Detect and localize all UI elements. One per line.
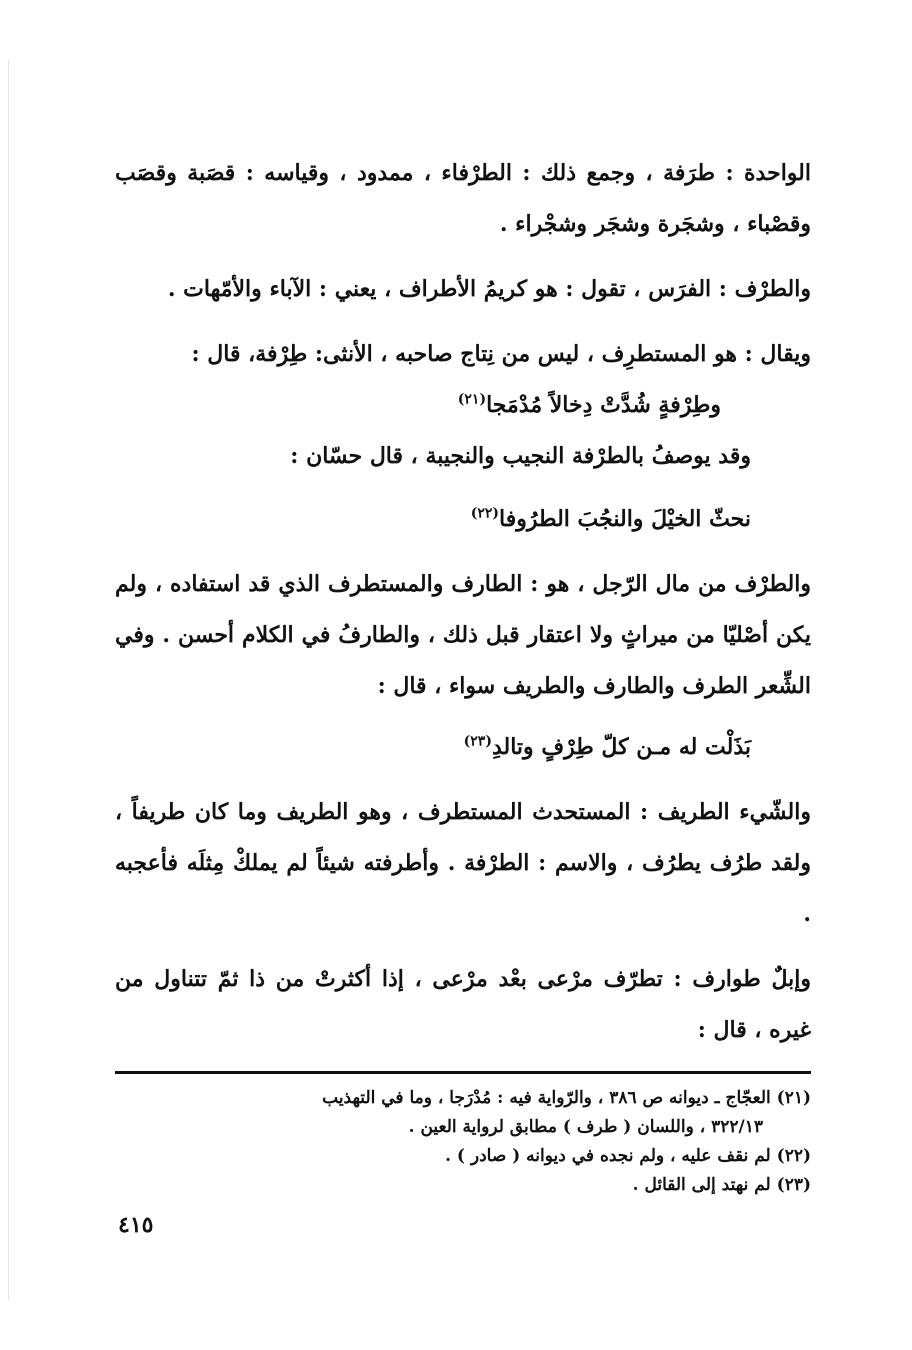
footnote-21-number: (٢١)	[776, 1088, 811, 1108]
footnote-21-continuation: ٣٢٢/١٣ ، واللسان ( طرف ) مطابق لرواية العين .	[408, 1117, 763, 1137]
footnotes-section	[115, 1084, 811, 1200]
paragraph-1: الواحدة : طرَفة ، وجمع ذلك : الطرْفاء ، ممدود ، وقياسه : قصَبة وقصَب وقصْباء ، وشجَرة وشجَر وشجْراء .	[115, 160, 811, 237]
paragraph-6: والشّيء الطريف : المستحدث المستطرف ، وهو الطريف وما كان طريفاً ، ولقد طرُف يطرُف ، والاسم : الطرْفة . وأطرفته شيئاً لم يملكْ مِثلَه فأعجبه .	[115, 799, 811, 927]
paragraph-7: وإبلٌ طوارف : تطرّف مرْعى بعْد مرْعى ، إذا أكثرتْ من ذا ثمّ تتناول من غيره ، قال :	[115, 966, 811, 1043]
paragraph-2: والطرْف : الفرَس ، تقول : هو كريمُ الأطراف ، يعني : الآباء والأمّهات .	[167, 276, 811, 302]
verse-line-1	[115, 380, 811, 431]
footnote-23	[115, 1171, 811, 1200]
paragraph-3: ويقال : هو المستطرِف ، ليس من نِتاج صاحبه ، الأنثى: طِرْفة، قال :	[191, 341, 811, 367]
verse-line-3	[115, 722, 811, 773]
footnote-ref-23: (٢٣)	[463, 733, 492, 750]
footnote-ref-21: (٢١)	[457, 391, 487, 408]
footnote-21-text: العجّاج ـ ديوانه ص ٣٨٦ ، والرّواية فيه : مُدْرَجا ، وما في التهذيب	[322, 1088, 771, 1108]
verse-line-2	[115, 494, 811, 545]
paragraph-4: وقد يوصفُ بالطرْفة النجيب والنجيبة ، قال حسّان :	[290, 443, 751, 469]
page-number: ٤١٥	[118, 1212, 154, 1238]
footnote-21	[115, 1084, 811, 1142]
footnote-divider	[115, 1071, 811, 1074]
footnote-23-number: (٢٣)	[776, 1175, 811, 1195]
verse-1-text: وطِرْفةٍ شُدَّتْ دِخالاً مُدْمَجا	[486, 392, 721, 418]
footnote-23-text: لم نهتد إلى القائل .	[632, 1175, 771, 1195]
paragraph-5: والطرْف من مال الرّجل ، هو : الطارف والمستطرف الذي قد استفاده ، ولم يكن أصْليّا من ميراثٍ ولا اعتقار قبل ذلك ، والطارفُ في الكلام أحسن . وفي الشِّعر الطرف والطارف والطريف سواء ، قال :	[115, 571, 811, 699]
verse-3-text: بَذَلْت له مـن كلّ طِرْفٍ وتالدِ	[491, 734, 751, 760]
footnote-22-text: لم نقف عليه ، ولم نجده في ديوانه ( صادر ) .	[445, 1146, 771, 1166]
scan-edge-line	[8, 60, 9, 1300]
footnote-22-number: (٢٢)	[776, 1146, 811, 1166]
verse-2-text: نحثّ الخيْلَ والنجُبَ الطرُوفا	[499, 506, 751, 532]
footnote-ref-22: (٢٢)	[470, 505, 500, 522]
footnote-22	[115, 1142, 811, 1171]
main-text-body	[115, 148, 811, 1056]
